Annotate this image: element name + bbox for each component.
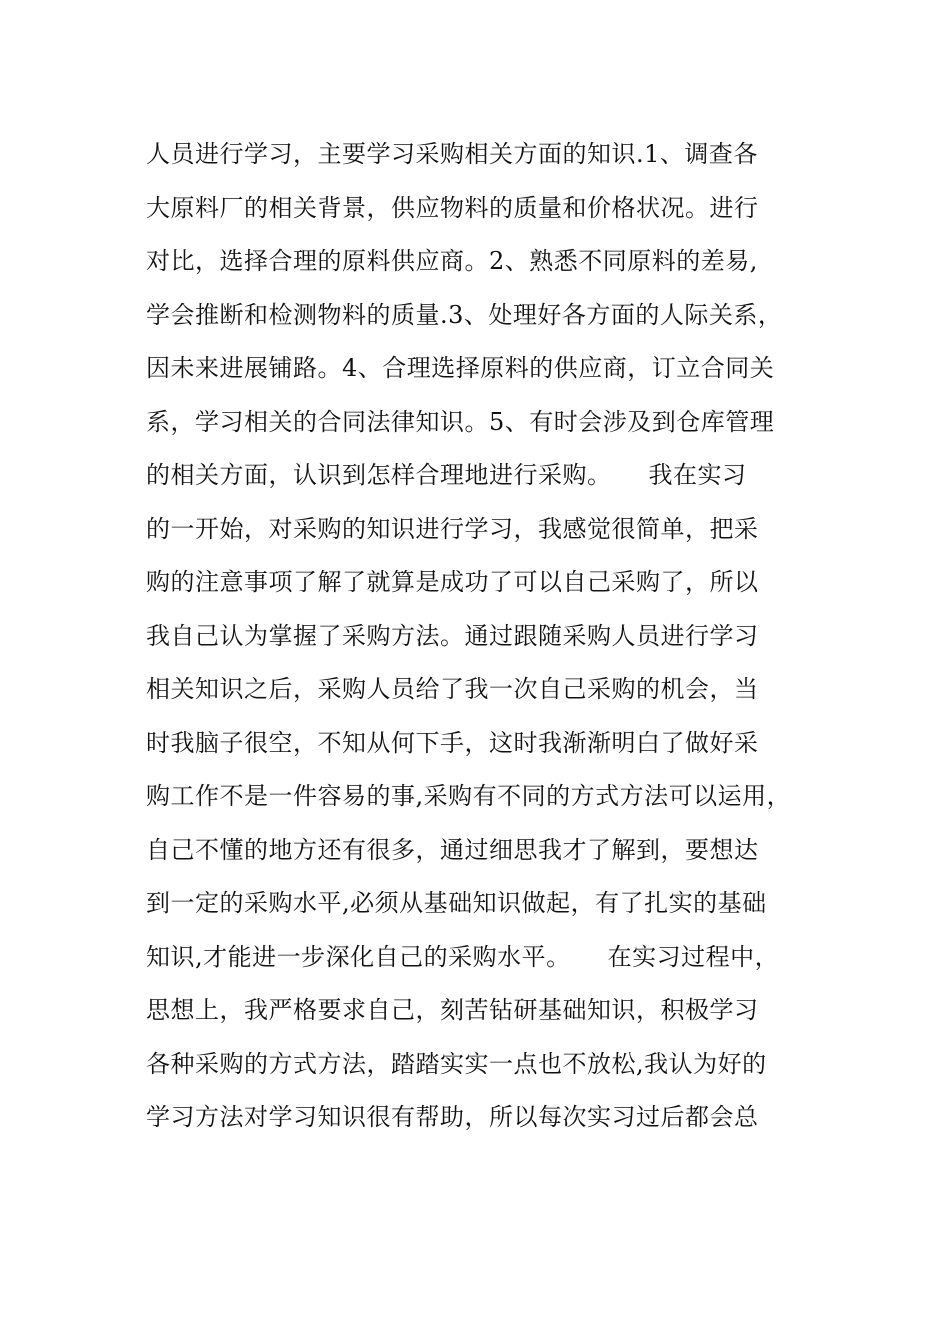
- text-line: 购的注意事项了解了就算是成功了可以自己采购了，所以: [146, 568, 759, 596]
- text-line: 我自己认为掌握了采购方法。通过跟随采购人员进行学习: [146, 621, 759, 650]
- text-line: 思想上，我严格要求自己，刻苦钻研基础知识，积极学习: [146, 996, 759, 1024]
- text-line: 相关知识之后，采购人员给了我一次自己采购的机会，当: [146, 675, 759, 703]
- text-line: 人员进行学习，主要学习采购相关方面的知识.1、调查各: [146, 140, 758, 168]
- text-line: 时我脑子很空，不知从何下手，这时我渐渐明白了做好采: [146, 728, 759, 757]
- text-line: 购工作不是一件容易的事,采购有不同的方式方法可以运用，: [146, 782, 792, 810]
- body-text: [146, 128, 826, 1145]
- text-line: 的相关方面，认识到怎样合理地进行采购。 我在实习: [146, 461, 747, 489]
- text-line: 对比，选择合理的原料供应商。2、熟悉不同原料的差易,: [146, 247, 758, 275]
- text-line: 大原料厂的相关背景，供应物料的质量和价格状况。进行: [146, 193, 759, 222]
- text-line: 因未来进展铺路。4、合理选择原料的供应商，订立合同关: [146, 354, 775, 382]
- text-line: 学习方法对学习知识很有帮助，所以每次实习过后都会总: [146, 1103, 759, 1131]
- text-line: 的一开始，对采购的知识进行学习，我感觉很简单，把采: [146, 514, 759, 543]
- text-line: 学会推断和检测物料的质量.3、处理好各方面的人际关系，: [146, 300, 783, 329]
- text-line: 到一定的采购水平,必须从基础知识做起，有了扎实的基础: [146, 889, 767, 917]
- text-line: 各种采购的方式方法，踏踏实实一点也不放松,我认为好的: [146, 1049, 767, 1078]
- text-line: 自己不懂的地方还有很多，通过细思我才了解到，要想达: [146, 835, 759, 864]
- text-line: 系，学习相关的合同法律知识。5、有时会涉及到仓库管理: [146, 407, 775, 436]
- text-line: 知识,才能进一步深化自己的采购水平。 在实习过程中，: [146, 942, 780, 971]
